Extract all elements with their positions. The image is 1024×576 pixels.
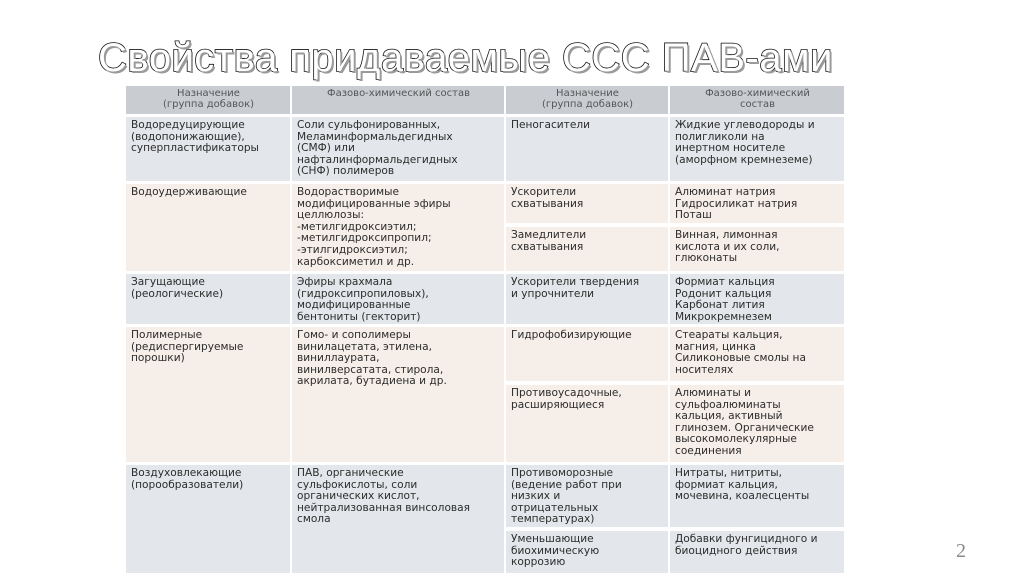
left-purpose-cell: Полимерные (редиспергируемые порошки): [126, 327, 290, 462]
right-composition-cell: Добавки фунгицидного и биоцидного действия: [670, 531, 844, 573]
right-composition-cell: Формиат кальция Родонит кальция Карбонат лития Микрокремнезем: [670, 274, 844, 324]
right-purpose-cell: Противоусадочные, расширяющиеся: [506, 385, 668, 462]
right-composition-group: [670, 184, 844, 271]
left-composition-cell: ПАВ, органические сульфокислоты, соли органических кислот, нейтрализованная винсоловая смола: [292, 465, 504, 573]
right-composition-group: [670, 465, 844, 573]
slide-title: Свойства придаваемые ССС ПАВ-ами: [98, 36, 833, 80]
right-purpose-cell: Ускорители твердения и упрочнители: [506, 274, 668, 324]
right-purpose-group: [506, 465, 668, 573]
header-composition-left: Фазово-химический состав: [292, 86, 504, 114]
left-purpose-cell: Водоудерживающие: [126, 184, 290, 271]
left-composition-cell: Гомо- и сополимеры винилацетата, этилена, виниллаурата, винилверсатата, стирола, акрилата, бутадиена и др.: [292, 327, 504, 462]
header-composition-right: Фазово-химический состав: [670, 86, 844, 114]
left-purpose-cell: Водоредуцирующие (водопонижающие), суперпластификаторы: [126, 117, 290, 181]
header-purpose-right: Назначение (группа добавок): [506, 86, 668, 114]
right-purpose-group: [506, 184, 668, 271]
page-number: 2: [956, 540, 966, 562]
left-composition-cell: Эфиры крахмала (гидроксипропиловых), модифицированные бентониты (гекторит): [292, 274, 504, 324]
left-composition-cell: Водорастворимые модифицированные эфиры целлюлозы: -метилгидроксиэтил; -метилгидроксипропил; -этилгидроксиэтил; карбоксиметил и др.: [292, 184, 504, 271]
right-composition-cell: Винная, лимонная кислота и их соли, глюконаты: [670, 227, 844, 271]
left-purpose-cell: Загущающие (реологические): [126, 274, 290, 324]
right-purpose-group: [506, 327, 668, 462]
right-composition-cell: Стеараты кальция, магния, цинка Силиконовые смолы на носителях: [670, 327, 844, 381]
additives-table: [126, 86, 838, 569]
left-purpose-cell: Воздуховлекающие (порообразователи): [126, 465, 290, 573]
right-purpose-cell: Пеногасители: [506, 117, 668, 181]
right-purpose-cell: Гидрофобизирующие: [506, 327, 668, 381]
right-composition-group: [670, 327, 844, 462]
header-purpose-left: Назначение (группа добавок): [126, 86, 290, 114]
right-purpose-cell: Замедлители схватывания: [506, 227, 668, 271]
right-composition-cell: Нитраты, нитриты, формиат кальция, мочевина, коалесценты: [670, 465, 844, 527]
right-purpose-cell: Уменьшающие биохимическую коррозию: [506, 531, 668, 573]
right-composition-cell: Алюминат натрия Гидросиликат натрия Поташ: [670, 184, 844, 223]
right-purpose-cell: Противоморозные (ведение работ при низких и отрицательных температурах): [506, 465, 668, 527]
right-composition-cell: Жидкие углеводороды и полигликоли на инертном носителе (аморфном кремнеземе): [670, 117, 844, 181]
right-purpose-cell: Ускорители схватывания: [506, 184, 668, 223]
left-composition-cell: Соли сульфонированных, Меламинформальдегидных (СМФ) или нафталинформальдегидных (СНФ) полимеров: [292, 117, 504, 181]
right-composition-cell: Алюминаты и сульфоалюминаты кальция, активный глинозем. Органические высокомолекулярные соединения: [670, 385, 844, 462]
